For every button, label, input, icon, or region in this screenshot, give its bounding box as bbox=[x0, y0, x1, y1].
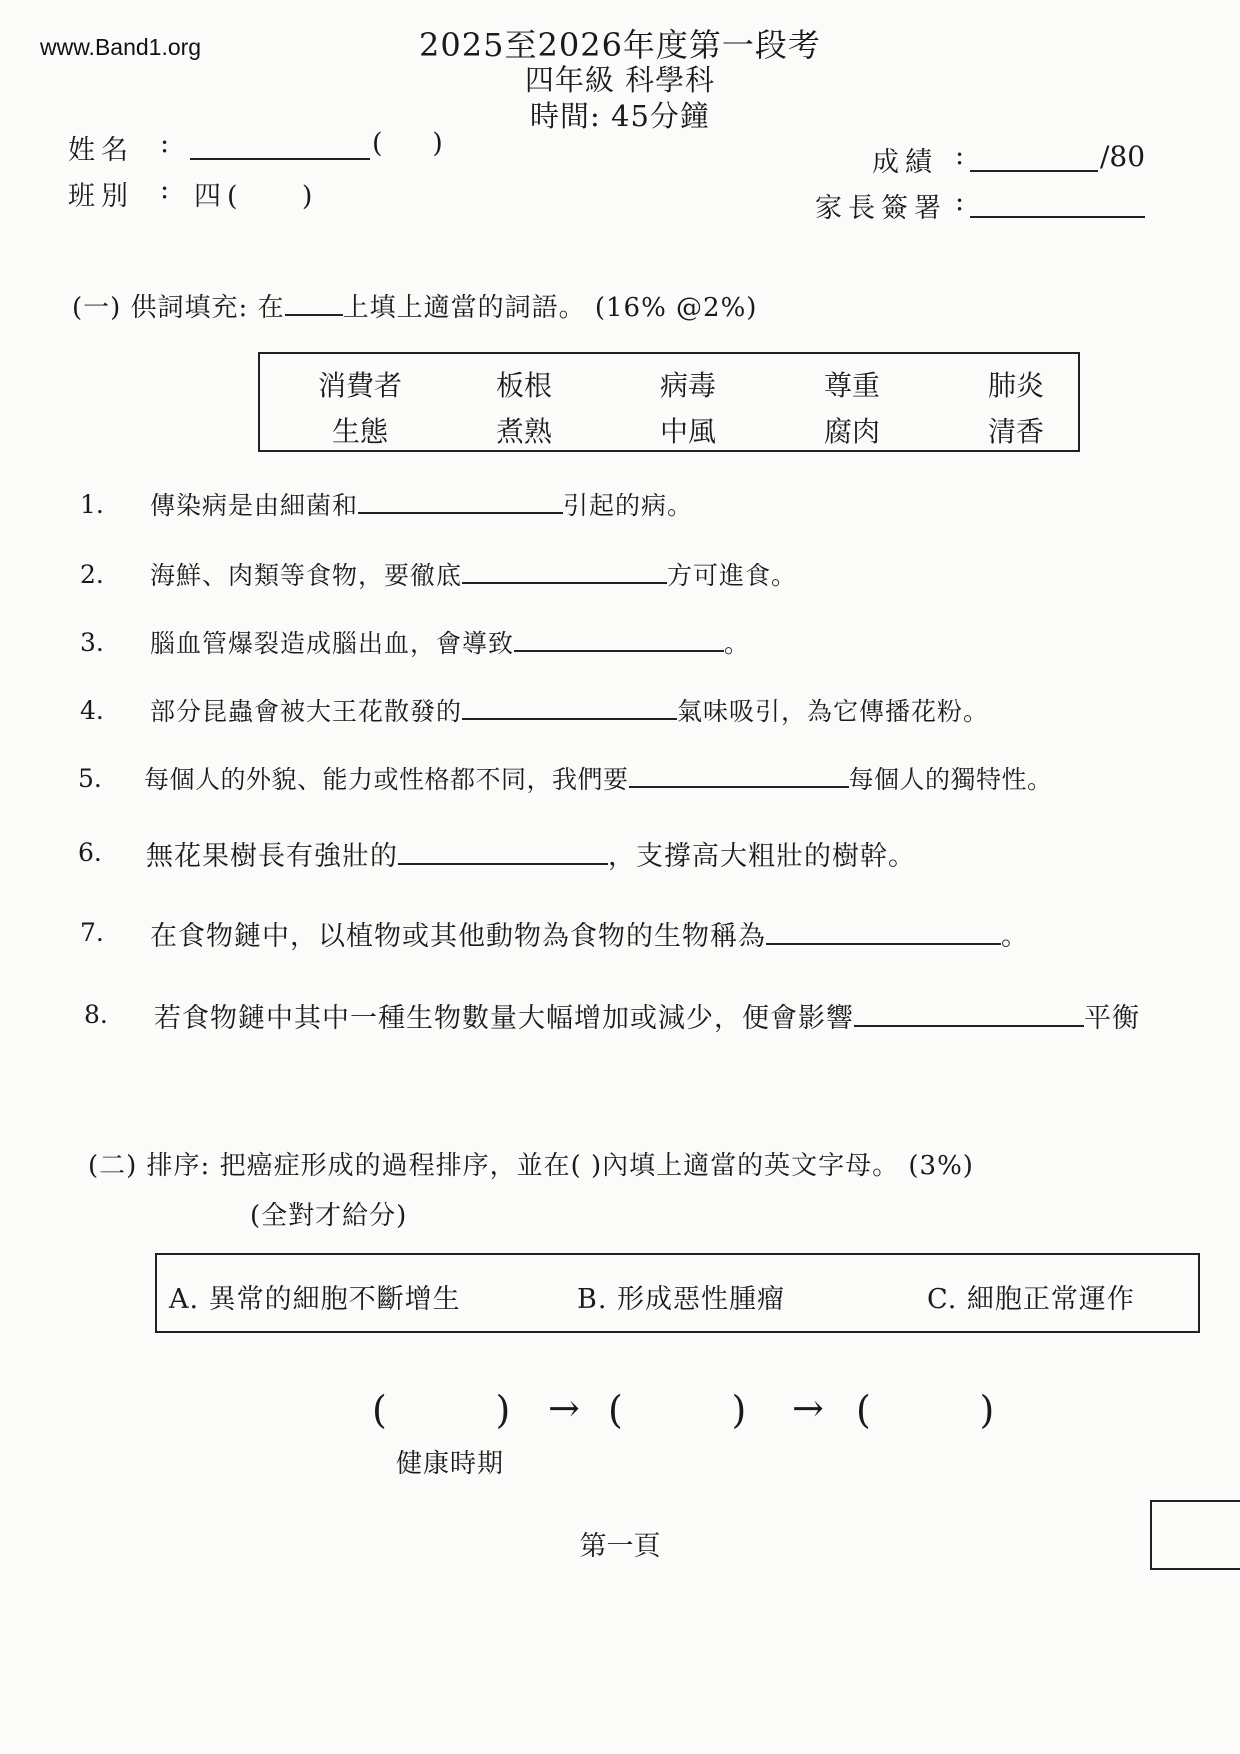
answer-blank[interactable] bbox=[462, 694, 677, 720]
sequence-answer-3[interactable]: ( ) bbox=[856, 1388, 995, 1432]
name-colon: : bbox=[160, 128, 176, 159]
watermark: www.Band1.org bbox=[40, 34, 202, 60]
arrow-icon: → bbox=[792, 1386, 824, 1430]
question-number: 4. bbox=[80, 696, 104, 725]
word-bank-item: 生態 bbox=[331, 415, 388, 448]
question-5: 每個人的外貌、能力或性格都不同，我們要 每個人的獨特性。 bbox=[144, 760, 1053, 796]
parent-signature-label: 家長簽署 bbox=[815, 193, 947, 224]
option-c: C. 細胞正常運作 bbox=[927, 1284, 1135, 1315]
class-field[interactable]: 四( ) bbox=[194, 181, 319, 212]
arrow-icon: → bbox=[548, 1386, 580, 1430]
question-2: 海鮮、肉類等食物，要徹底 方可進食。 bbox=[150, 556, 797, 592]
parent-signature-field[interactable] bbox=[970, 192, 1145, 222]
class-number-field[interactable]: ( ) bbox=[372, 128, 449, 159]
question-4: 部分昆蟲會被大王花散發的 氣味吸引，為它傳播花粉。 bbox=[150, 692, 989, 728]
score-label: 成績 bbox=[872, 147, 938, 178]
class-label: 班別 bbox=[68, 181, 134, 212]
word-bank-item: 中風 bbox=[659, 415, 716, 448]
grade-subject: 四年級 科學科 bbox=[524, 63, 716, 97]
answer-blank[interactable] bbox=[629, 762, 849, 788]
class-colon: : bbox=[160, 174, 176, 205]
answer-blank[interactable] bbox=[854, 1001, 1084, 1027]
name-label: 姓名 bbox=[68, 135, 134, 166]
word-bank-item: 腐肉 bbox=[823, 415, 880, 448]
question-number: 6. bbox=[78, 838, 102, 867]
score-field[interactable] bbox=[970, 146, 1098, 176]
sequence-answer-1[interactable]: ( ) bbox=[372, 1388, 511, 1432]
word-bank bbox=[258, 352, 1080, 452]
section2-title: (二) 排序: 把癌症形成的過程排序，並在( )內填上適當的英文字母。 (3%) bbox=[88, 1151, 974, 1181]
sequence-answer-2[interactable]: ( ) bbox=[608, 1388, 747, 1432]
word-bank-item: 病毒 bbox=[659, 369, 716, 402]
option-b: B. 形成惡性腫瘤 bbox=[577, 1284, 786, 1315]
answer-blank[interactable] bbox=[462, 558, 667, 584]
question-6: 無花果樹長有強壯的 ，支撐高大粗壯的樹幹。 bbox=[146, 841, 916, 872]
word-bank-item: 清香 bbox=[987, 415, 1044, 448]
sequence-options-box bbox=[155, 1253, 1200, 1333]
word-bank-item: 肺炎 bbox=[987, 369, 1044, 402]
page-number: 第一頁 bbox=[579, 1531, 661, 1562]
word-bank-item: 煮熟 bbox=[495, 415, 552, 448]
option-a: A. 異常的細胞不斷增生 bbox=[169, 1284, 461, 1315]
score-total: /80 bbox=[1100, 140, 1146, 173]
question-number: 2. bbox=[80, 560, 104, 589]
word-bank-item: 尊重 bbox=[823, 369, 880, 402]
section1-title: (一) 供詞填充: 在 上填上適當的詞語。 (16% @2%) bbox=[72, 293, 758, 323]
section2-note: (全對才給分) bbox=[250, 1201, 408, 1231]
question-number: 5. bbox=[78, 764, 102, 793]
question-number: 1. bbox=[80, 490, 104, 519]
question-1: 傳染病是由細菌和 引起的病。 bbox=[150, 486, 693, 522]
answer-blank[interactable] bbox=[766, 919, 1001, 945]
question-number: 8. bbox=[84, 1000, 108, 1029]
exam-duration: 時間: 45分鐘 bbox=[530, 99, 710, 133]
exam-title: 2025至2026年度第一段考 bbox=[419, 26, 821, 64]
question-7: 在食物鏈中，以植物或其他動物為食物的生物稱為 。 bbox=[150, 921, 1029, 952]
name-field[interactable] bbox=[190, 134, 370, 164]
score-corner-box bbox=[1150, 1500, 1240, 1570]
first-stage-label: 健康時期 bbox=[396, 1449, 505, 1479]
question-8: 若食物鏈中其中一種生物數量大幅增加或減少，便會影響 平衡 bbox=[154, 1003, 1140, 1034]
word-bank-item: 板根 bbox=[495, 369, 552, 402]
parent-colon: : bbox=[955, 186, 971, 217]
question-number: 3. bbox=[80, 628, 104, 657]
answer-blank[interactable] bbox=[398, 839, 608, 865]
question-3: 腦血管爆裂造成腦出血，會導致 。 bbox=[150, 624, 750, 660]
score-colon: : bbox=[955, 140, 971, 171]
question-number: 7. bbox=[80, 918, 104, 947]
word-bank-item: 消費者 bbox=[317, 369, 402, 402]
answer-blank[interactable] bbox=[358, 488, 563, 514]
answer-blank[interactable] bbox=[514, 626, 724, 652]
